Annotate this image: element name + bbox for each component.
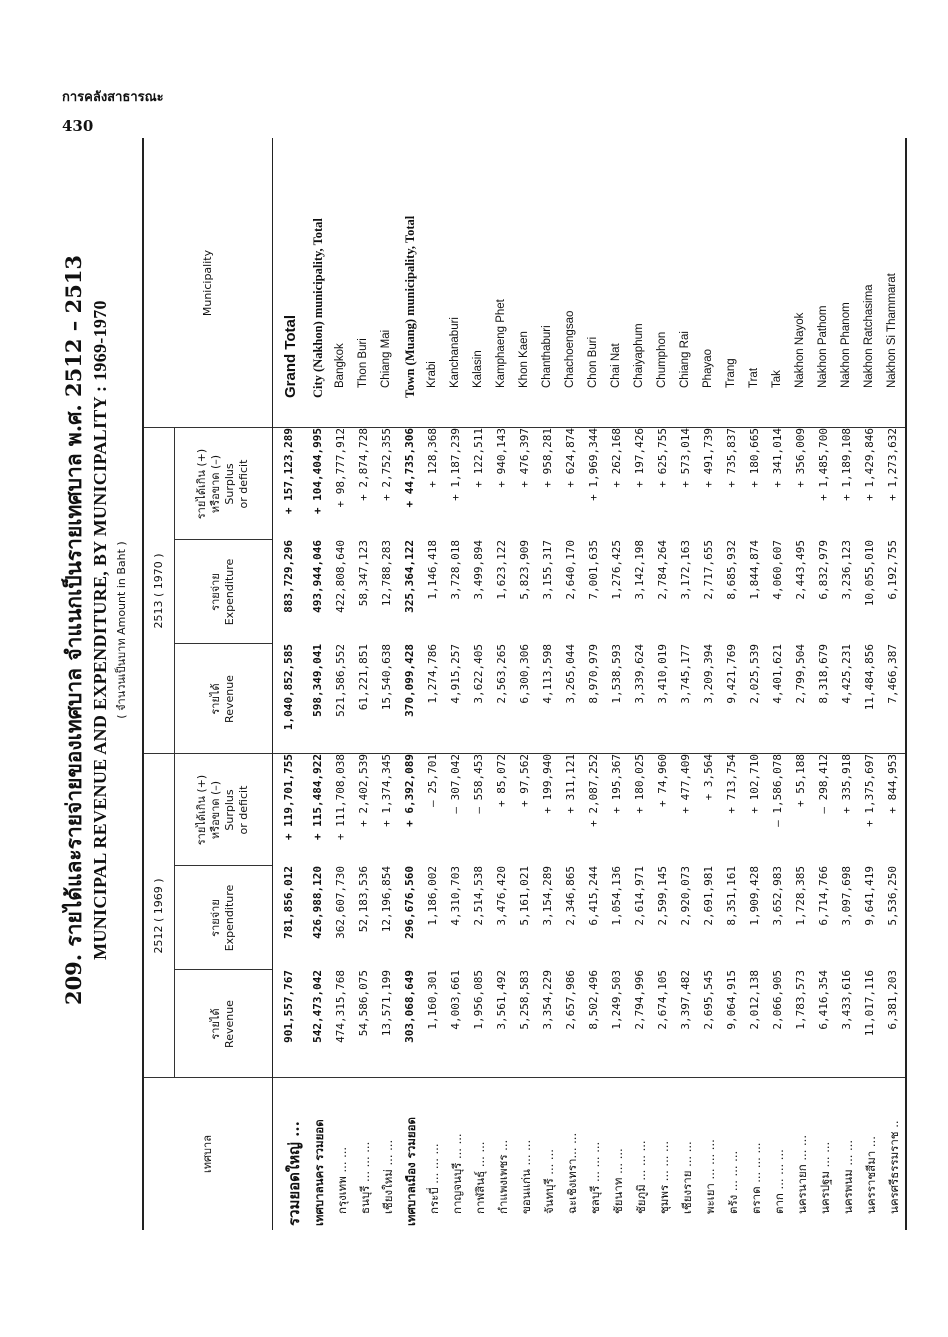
revenue-1969-cell: 1,783,573 [794,970,807,1030]
municipality-thai-cell: เชียงใหม่ ... ... [381,1139,395,1214]
header-surplus-en1: Surplus [223,463,236,505]
header-expenditure-1970 [174,540,272,644]
municipality-thai-cell: ชุมพร ... ... ... [657,1140,671,1214]
municipality-thai-cell: กรุงเทพ ... ... [335,1146,349,1214]
expenditure-1970-cell: 3,142,198 [633,540,646,600]
table-row [744,138,767,1230]
municipality-english-cell: Nakhon Phanom [840,302,852,388]
revenue-1969-cell: 3,433,616 [840,970,853,1030]
table-row [767,138,790,1230]
municipality-english-cell: Trat [748,367,760,388]
surplus-1969-cell: + 85,072 [495,754,508,807]
header-revenue-th: รายได้ [209,1008,222,1040]
header-revenue-1970 [174,644,272,754]
surplus-1970-cell: + 356,009 [794,428,807,488]
header-thai-municipality [144,1078,272,1230]
surplus-1969-cell: + 74,960 [656,754,669,807]
municipality-thai-cell: ชัยภูมิ ... ... ... [634,1140,648,1214]
expenditure-1970-cell: 6,832,979 [817,540,830,600]
revenue-1969-cell: 2,695,545 [702,970,715,1030]
municipality-english-cell: Chon Buri [587,336,599,388]
table-row [629,138,652,1230]
surplus-1969-cell: – 307,042 [449,754,462,814]
municipality-thai-cell: นครศรีธรรมราช .. [887,1120,901,1214]
table-row [399,138,422,1230]
expenditure-1969-cell: 52,183,536 [357,866,370,933]
surplus-1969-cell: + 3,564 [702,754,715,801]
expenditure-1970-cell: 58,347,123 [357,540,370,607]
surplus-1970-cell: + 625,755 [656,428,669,488]
surplus-1969-cell: + 713,754 [725,754,738,814]
expenditure-1970-cell: 12,788,283 [380,540,393,607]
revenue-1970-cell: 2,025,539 [748,644,761,704]
revenue-1970-cell: 1,274,786 [426,644,439,704]
revenue-1969-cell: 2,066,905 [771,970,784,1030]
municipality-english-cell: Krabi [426,361,438,388]
revenue-1970-cell: 1,538,593 [610,644,623,704]
revenue-1970-cell: 3,265,044 [564,644,577,704]
municipality-english-cell: Nakhon Ratchasima [863,284,875,388]
revenue-1970-cell: 4,113,598 [541,644,554,704]
expenditure-1970-cell: 4,060,607 [771,540,784,600]
header-expenditure-en: Expenditure [223,884,236,952]
table-row [790,138,813,1230]
municipality-english-cell: Trang [725,358,737,388]
expenditure-1969-cell: 3,154,289 [541,866,554,926]
expenditure-1969-cell: 1,728,385 [794,866,807,926]
surplus-1969-cell: + 2,402,539 [357,754,370,827]
revenue-1970-cell: 598,349,041 [311,644,324,717]
expenditure-1970-cell: 1,276,425 [610,540,623,600]
header-surplus-en2: or deficit [237,459,250,509]
expenditure-1970-cell: 7,001,635 [587,540,600,600]
expenditure-1970-cell: 2,717,655 [702,540,715,600]
surplus-1969-cell: + 115,484,922 [311,754,324,841]
expenditure-1969-cell: 12,196,854 [380,866,393,933]
expenditure-1970-cell: 3,728,018 [449,540,462,600]
surplus-1970-cell: + 1,969,344 [587,428,600,501]
expenditure-1970-cell: 493,944,046 [311,540,324,613]
table-row [882,138,905,1230]
surplus-1970-cell: + 2,874,728 [357,428,370,501]
revenue-1969-cell: 303,068,649 [403,970,416,1043]
surplus-1970-cell: + 1,189,108 [840,428,853,501]
table-row [273,138,307,1230]
surplus-1970-cell: + 122,511 [472,428,485,488]
expenditure-1969-cell: 2,599,145 [656,866,669,926]
surplus-1969-cell: + 55,188 [794,754,807,807]
revenue-1969-cell: 9,064,915 [725,970,738,1030]
header-divider [174,969,272,970]
expenditure-1970-cell: 422,808,640 [334,540,347,613]
surplus-1969-cell: + 844,953 [886,754,899,814]
table-row [836,138,859,1230]
header-divider [144,427,272,428]
municipality-thai-cell: กำแพงเพชร ... [496,1139,510,1214]
revenue-1970-cell: 4,401,621 [771,644,784,704]
unit-note: ( จำนวนเป็นบาท Amount in Baht ) [115,541,128,719]
municipality-english-cell: Chachoengsao [564,310,576,388]
surplus-1969-cell: + 1,374,345 [380,754,393,827]
table-row [583,138,606,1230]
header-divider [174,539,272,540]
expenditure-1969-cell: 362,607,730 [334,866,347,939]
expenditure-1970-cell: 2,640,170 [564,540,577,600]
revenue-1970-cell: 8,318,679 [817,644,830,704]
municipality-english-cell: Phayao [702,348,714,388]
header-revenue-th: รายได้ [209,683,222,715]
expenditure-1969-cell: 296,676,560 [403,866,416,939]
title-english: MUNICIPAL REVENUE AND EXPENDITURE, BY MUNICIPALITY : 1969-1970 [90,300,110,960]
running-head: การคลังสาธารณะ [62,90,164,105]
municipality-thai-cell: นครปฐม ... ... [818,1141,832,1214]
header-surplus-1970 [174,428,272,540]
surplus-1970-cell: + 1,273,632 [886,428,899,501]
municipality-english-cell: Nakhon Si Thammarat [886,273,898,388]
expenditure-1969-cell: 5,536,250 [886,866,899,926]
header-surplus-th1: รายได้เกิน (+) [195,774,208,846]
surplus-1969-cell: + 199,940 [541,754,554,814]
municipality-english-cell: Chumphon [656,331,668,388]
municipality-thai-cell: เทศบาลนคร รวมยอด [312,1119,326,1226]
municipality-english-cell: Kamphaeng Phet [495,299,507,388]
surplus-1969-cell: + 102,710 [748,754,761,814]
table-row [422,138,445,1230]
revenue-1969-cell: 474,315,768 [334,970,347,1043]
expenditure-1969-cell: 8,351,161 [725,866,738,926]
header-surplus-en1: Surplus [223,789,236,831]
table-row [491,138,514,1230]
header-thai-municipality-label: เทศบาล [201,1135,214,1173]
expenditure-1969-cell: 2,691,981 [702,866,715,926]
expenditure-1969-cell: 2,514,538 [472,866,485,926]
municipality-english-cell: Chiang Mai [380,329,392,388]
municipality-thai-cell: กระบี่ ... ... ... [427,1143,441,1214]
header-expenditure-th: รายจ่าย [209,573,222,611]
header-surplus-th2: หรือขาด (–) [209,454,222,514]
revenue-1969-cell: 2,012,138 [748,970,761,1030]
header-divider [174,643,272,644]
expenditure-1970-cell: 8,685,932 [725,540,738,600]
surplus-1969-cell: + 119,701,755 [282,754,295,841]
header-year-1969-label: 2512 ( 1969 ) [152,878,165,954]
municipality-thai-cell: ตาก ... ... ... [772,1149,786,1214]
surplus-1970-cell: + 180,665 [748,428,761,488]
surplus-1969-cell: – 298,412 [817,754,830,814]
expenditure-1970-cell: 3,155,317 [541,540,554,600]
expenditure-1970-cell: 5,823,909 [518,540,531,600]
surplus-1969-cell: + 97,562 [518,754,531,807]
revenue-1969-cell: 3,397,482 [679,970,692,1030]
surplus-1970-cell: + 98,777,912 [334,428,347,508]
revenue-1969-cell: 1,160,301 [426,970,439,1030]
table-row [721,138,744,1230]
surplus-1970-cell: + 128,368 [426,428,439,488]
surplus-1969-cell: + 111,708,038 [334,754,347,841]
expenditure-1969-cell: 3,652,983 [771,866,784,926]
expenditure-1969-cell: 6,415,244 [587,866,600,926]
revenue-1969-cell: 542,473,042 [311,970,324,1043]
header-year-1970-label: 2513 ( 1970 ) [152,553,165,629]
revenue-1970-cell: 61,221,851 [357,644,370,711]
revenue-1969-cell: 5,258,583 [518,970,531,1030]
table-row [353,138,376,1230]
revenue-1970-cell: 1,040,852,585 [282,644,295,731]
surplus-1970-cell: + 2,752,355 [380,428,393,501]
title-block [60,30,132,1230]
expenditure-1970-cell: 1,844,874 [748,540,761,600]
municipality-thai-cell: เทศบาลเมือง รวมยอด [404,1117,418,1226]
municipality-english-cell: Bangkok [334,343,346,388]
revenue-1970-cell: 15,540,638 [380,644,393,711]
table-row [514,138,537,1230]
header-year-1970 [144,428,174,754]
municipality-english-cell: Grand Total [282,314,299,398]
municipality-thai-cell: นครราชสีมา ... [864,1136,878,1214]
table-row [813,138,836,1230]
expenditure-1969-cell: 6,714,766 [817,866,830,926]
revenue-1970-cell: 370,099,428 [403,644,416,717]
expenditure-1970-cell: 10,055,010 [863,540,876,607]
revenue-1969-cell: 8,502,496 [587,970,600,1030]
surplus-1969-cell: – 1,586,078 [771,754,784,827]
revenue-1970-cell: 4,915,257 [449,644,462,704]
municipality-english-cell: Khon Kaen [518,331,530,388]
surplus-1969-cell: + 195,367 [610,754,623,814]
municipality-thai-cell: ชลบุรี ... ... ... [588,1141,602,1214]
expenditure-1969-cell: 2,920,073 [679,866,692,926]
expenditure-1970-cell: 3,172,163 [679,540,692,600]
municipality-english-cell: Tak [771,370,783,388]
municipality-thai-cell: กาฬสินธุ์ ... ... [473,1141,487,1214]
header-divider [174,428,175,1078]
revenue-1970-cell: 6,300,306 [518,644,531,704]
expenditure-1969-cell: 781,856,012 [282,866,295,939]
revenue-1969-cell: 3,354,229 [541,970,554,1030]
header-year-1969 [144,754,174,1078]
revenue-1970-cell: 3,339,624 [633,644,646,704]
municipality-thai-cell: ฉะเชิงเทรา... ... [565,1132,579,1214]
revenue-1970-cell: 3,209,394 [702,644,715,704]
page-number: 430 [62,117,94,135]
surplus-1970-cell: + 735,837 [725,428,738,488]
expenditure-1969-cell: 1,054,136 [610,866,623,926]
title-thai: 209. รายได้และรายจ่ายของเทศบาล จำแนกเป็นรายเทศบาล พ.ศ. 2512 – 2513 [61,254,86,1006]
expenditure-1970-cell: 1,146,418 [426,540,439,600]
surplus-1970-cell: + 573,014 [679,428,692,488]
revenue-1970-cell: 521,586,552 [334,644,347,717]
revenue-1969-cell: 901,557,767 [282,970,295,1043]
header-surplus-th1: รายได้เกิน (+) [195,448,208,520]
surplus-1970-cell: + 157,123,289 [282,428,295,515]
header-surplus-1969 [174,754,272,866]
municipality-thai-cell: พะเยา ... ... ... [703,1139,717,1214]
municipality-thai-cell: ตราด ... ... ... [749,1142,763,1214]
revenue-1969-cell: 6,416,354 [817,970,830,1030]
expenditure-1970-cell: 6,192,755 [886,540,899,600]
revenue-1969-cell: 1,249,503 [610,970,623,1030]
expenditure-1970-cell: 2,784,264 [656,540,669,600]
surplus-1969-cell: + 6,392,089 [403,754,416,827]
surplus-1970-cell: + 476,397 [518,428,531,488]
header-municipality-en [144,138,272,428]
municipality-thai-cell: ตรัง ... ... ... [726,1150,740,1214]
municipality-english-cell: Nakhon Pathom [817,305,829,388]
municipality-thai-cell: ชัยนาท ... ... [611,1148,625,1214]
surplus-1969-cell: + 335,918 [840,754,853,814]
municipality-english-cell: City (Nakhon) municipality, Total [311,218,325,398]
header-expenditure-en: Expenditure [223,558,236,626]
header-expenditure-th: รายจ่าย [209,899,222,937]
revenue-1970-cell: 2,799,504 [794,644,807,704]
expenditure-1970-cell: 325,364,122 [403,540,416,613]
header-municipality-en-label: Municipality [201,249,214,317]
table-row [445,138,468,1230]
expenditure-1970-cell: 2,443,495 [794,540,807,600]
expenditure-1969-cell: 2,346,865 [564,866,577,926]
table-row [376,138,399,1230]
revenue-1969-cell: 11,017,116 [863,970,876,1037]
table-row [307,138,330,1230]
municipality-thai-cell: ธนบุรี ... ... ... [358,1141,372,1214]
surplus-1970-cell: + 44,735,306 [403,428,416,508]
header-revenue-1969 [174,970,272,1078]
revenue-1969-cell: 1,956,085 [472,970,485,1030]
table-row [330,138,353,1230]
municipality-thai-cell: นครพนม ... ... [841,1140,855,1214]
table-row [560,138,583,1230]
header-surplus-th2: หรือขาด (–) [209,780,222,840]
surplus-1970-cell: + 624,874 [564,428,577,488]
municipality-english-cell: Thon Buri [357,338,369,388]
expenditure-1970-cell: 1,623,122 [495,540,508,600]
table-row [606,138,629,1230]
surplus-1970-cell: + 958,281 [541,428,554,488]
revenue-1969-cell: 3,561,492 [495,970,508,1030]
expenditure-1969-cell: 426,988,120 [311,866,324,939]
municipality-thai-cell: รวมยอดใหญ่ ... [285,1121,303,1226]
revenue-1969-cell: 54,586,075 [357,970,370,1037]
expenditure-1970-cell: 3,499,894 [472,540,485,600]
municipality-thai-cell: เชียงราย ... ... [680,1141,694,1214]
revenue-1969-cell: 2,794,996 [633,970,646,1030]
revenue-1970-cell: 3,745,177 [679,644,692,704]
revenue-1969-cell: 6,381,203 [886,970,899,1030]
expenditure-1969-cell: 9,641,419 [863,866,876,926]
municipality-english-cell: Chaiyaphum [633,323,645,388]
table-row [859,138,882,1230]
municipality-english-cell: Town (Muang) municipality, Total [403,215,417,398]
header-divider [174,865,272,866]
revenue-1970-cell: 7,466,387 [886,644,899,704]
municipality-thai-cell: ขอนแก่น ... ... [519,1139,533,1214]
expenditure-1969-cell: 1,909,428 [748,866,761,926]
surplus-1969-cell: + 180,025 [633,754,646,814]
header-revenue-en: Revenue [223,675,236,723]
surplus-1970-cell: + 1,429,846 [863,428,876,501]
table-header [144,138,273,1230]
expenditure-1969-cell: 5,161,021 [518,866,531,926]
data-table [142,138,907,1230]
header-revenue-en: Revenue [223,1000,236,1048]
surplus-1970-cell: + 197,426 [633,428,646,488]
municipality-thai-cell: นครนายก ... ... [795,1135,809,1214]
table-row [468,138,491,1230]
surplus-1970-cell: + 1,187,239 [449,428,462,501]
surplus-1969-cell: + 311,121 [564,754,577,814]
surplus-1969-cell: + 2,087,252 [587,754,600,827]
expenditure-1969-cell: 1,186,002 [426,866,439,926]
expenditure-1969-cell: 2,614,971 [633,866,646,926]
table-row [675,138,698,1230]
revenue-1970-cell: 3,622,405 [472,644,485,704]
expenditure-1970-cell: 3,236,123 [840,540,853,600]
surplus-1969-cell: – 25,701 [426,754,439,807]
municipality-english-cell: Chai Nat [610,343,622,388]
surplus-1970-cell: + 940,143 [495,428,508,488]
municipality-english-cell: Kalasin [472,350,484,388]
municipality-english-cell: Kanchanaburi [449,317,461,388]
table-row [537,138,560,1230]
revenue-1969-cell: 4,003,661 [449,970,462,1030]
expenditure-1969-cell: 3,097,698 [840,866,853,926]
surplus-1970-cell: + 341,014 [771,428,784,488]
municipality-thai-cell: จันทบุรี ... ... [542,1149,556,1214]
expenditure-1970-cell: 883,729,296 [282,540,295,613]
municipality-thai-cell: กาญจนบุรี ... ... [450,1133,464,1214]
revenue-1970-cell: 9,421,769 [725,644,738,704]
surplus-1969-cell: + 1,375,697 [863,754,876,827]
revenue-1970-cell: 4,425,231 [840,644,853,704]
header-divider [144,1077,272,1078]
header-expenditure-1969 [174,866,272,970]
municipality-english-cell: Nakhon Nayok [794,312,806,388]
revenue-1970-cell: 11,484,856 [863,644,876,711]
table-body [273,138,905,1230]
revenue-1969-cell: 2,657,986 [564,970,577,1030]
rotated-table-page [60,30,940,1230]
surplus-1970-cell: + 262,168 [610,428,623,488]
revenue-1970-cell: 2,563,265 [495,644,508,704]
surplus-1969-cell: – 558,453 [472,754,485,814]
table-row [652,138,675,1230]
header-divider [144,753,272,754]
revenue-1969-cell: 2,674,105 [656,970,669,1030]
revenue-1969-cell: 13,571,199 [380,970,393,1037]
surplus-1970-cell: + 491,739 [702,428,715,488]
surplus-1969-cell: + 477,409 [679,754,692,814]
expenditure-1969-cell: 4,310,703 [449,866,462,926]
revenue-1970-cell: 8,970,979 [587,644,600,704]
header-surplus-en2: or deficit [237,785,250,835]
revenue-1970-cell: 3,410,019 [656,644,669,704]
municipality-english-cell: Chanthaburi [541,325,553,388]
surplus-1970-cell: + 1,485,700 [817,428,830,501]
expenditure-1969-cell: 3,476,420 [495,866,508,926]
surplus-1970-cell: + 104,404,995 [311,428,324,515]
municipality-english-cell: Chiang Rai [679,331,691,388]
table-row [698,138,721,1230]
